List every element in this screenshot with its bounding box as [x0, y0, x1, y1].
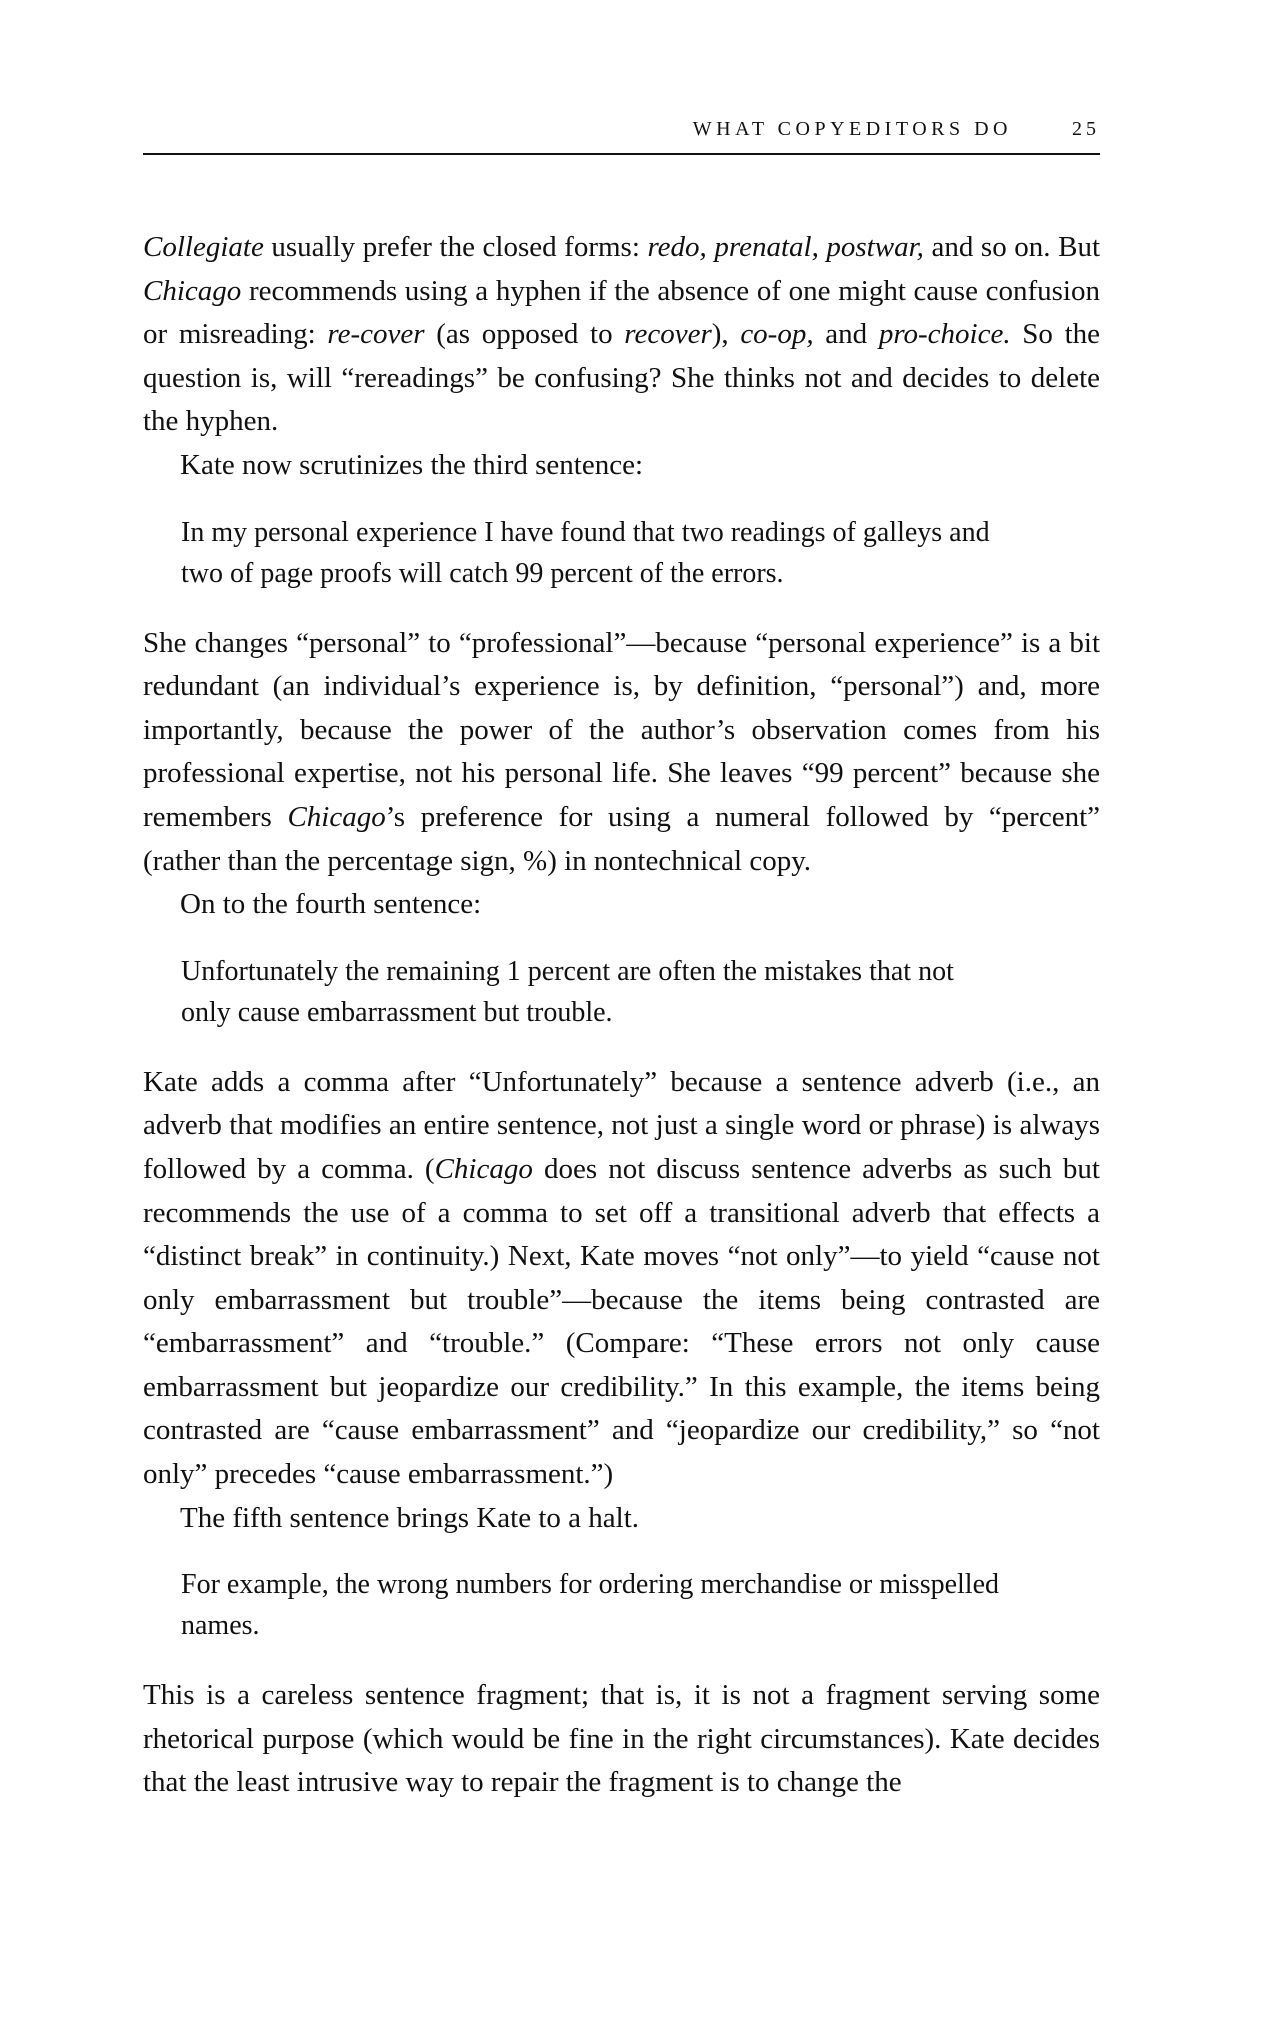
paragraph: On to the fourth sentence: — [180, 888, 482, 921]
block-quote: For example, the wrong numbers for ordering merchandise or misspelled names. — [181, 1569, 1000, 1642]
header-rule — [143, 153, 1100, 155]
block-quote: Unfortunately the remaining 1 percent are often the mistakes that not only cause embarrassment but trouble. — [181, 955, 954, 1028]
paragraph: Kate now scrutinizes the third sentence: — [180, 448, 644, 481]
paragraph: Collegiate usually prefer the closed forms: redo, prenatal, postwar, and so on. But Chicago recommends using a hyphen if the absence of one might cause confusion or misreading: re-cover (as opposed to recover), co-op, and pro-choice. So the question is, will “rereadings” be confusing? She thinks not and decides to delete the hyphen. — [143, 231, 1100, 438]
paragraph: The fifth sentence brings Kate to a halt. — [180, 1501, 640, 1534]
paragraph: She changes “personal” to “professional”—because “personal experience” is a bit redundant (an individual’s experience is, by definition, “personal”) and, more importantly, because the power of the author’s observation comes from his professional expertise, not his personal life. She leaves “99 percent” because she remembers Chicago’s preference for using a numeral followed by “percent” (rather than the percentage sign, %) in nontechnical copy. — [143, 626, 1100, 877]
body-text — [143, 226, 1100, 1805]
running-header — [143, 110, 1100, 150]
paragraph: Kate adds a comma after “Unfortunately” because a sentence adverb (i.e., an adverb that modifies an entire sentence, not just a single word or phrase) is always followed by a comma. (Chicago does not discuss sentence adverbs as such but recommends the use of a comma to set off a transitional adverb that effects a “distinct break” in continuity.) Next, Kate moves “not only”—to yield “cause not only embarrassment but trouble”—because the items being contrasted are “embarrassment” and “trouble.” (Compare: “These errors not only cause embarrassment but jeopardize our credibility.” In this example, the items being contrasted are “cause embarrassment” and “jeopardize our credibility,” so “not only” precedes “cause embarrassment.”) — [143, 1065, 1100, 1491]
paragraph: This is a careless sentence fragment; that is, it is not a fragment serving some rhetorical purpose (which would be fine in the right circumstances). Kate decides that the least intrusive way to repair the fragment is to change the — [143, 1679, 1100, 1799]
running-title: WHAT COPYEDITORS DO — [692, 118, 1012, 140]
page-number: 25 — [1072, 118, 1100, 140]
block-quote: In my personal experience I have found that two readings of galleys and two of page proofs will catch 99 percent of the errors. — [181, 516, 990, 589]
